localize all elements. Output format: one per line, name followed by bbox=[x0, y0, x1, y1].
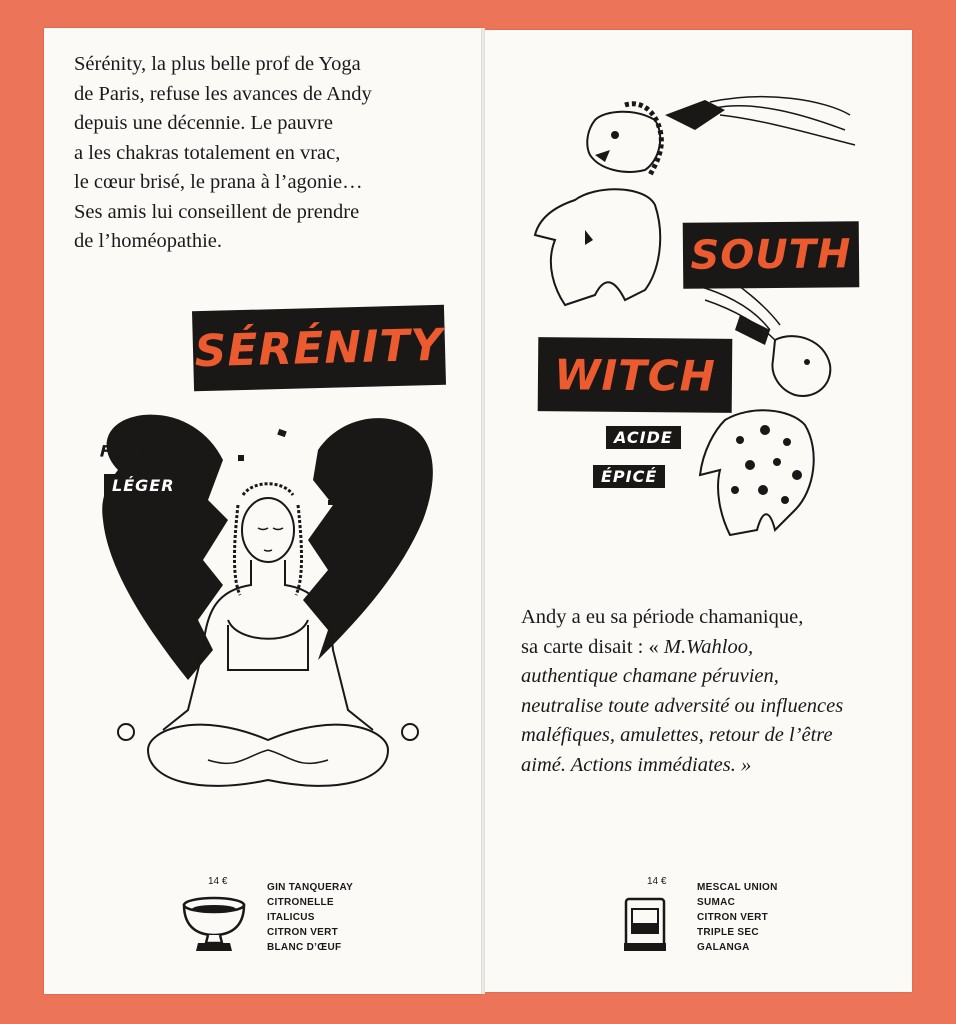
ingredient-item: GIN TANQUERAY bbox=[267, 882, 354, 893]
price-left: 14 € bbox=[208, 876, 228, 887]
bowl-glass-icon bbox=[180, 893, 248, 955]
page-fold bbox=[481, 28, 485, 994]
story-plain: Andy a eu sa période chamanique, sa carte disait : « bbox=[521, 606, 804, 658]
ingredient-item: MESCAL UNION bbox=[697, 882, 778, 893]
tag-epice: ÉPICÉ bbox=[593, 465, 665, 488]
rocks-glass-icon bbox=[620, 893, 670, 953]
ingredient-item: CITRON VERT bbox=[267, 927, 339, 938]
intro-paragraph: Sérénity, la plus belle prof de Yoga de Paris, refuse les avances de Andy depuis une décennie. Le pauvre a les chakras totalement en vrac, le cœur brisé, le prana à l’agonie… Ses amis lui conseillent de prendre de l’homéopathie. bbox=[74, 53, 372, 252]
cocktail-title-witch: WITCH bbox=[538, 337, 733, 413]
ingredient-item: CITRON VERT bbox=[697, 912, 769, 923]
broken-heart-yoga-illustration bbox=[88, 410, 448, 830]
ingredient-item: GALANGA bbox=[697, 942, 750, 953]
cocktail-title-serenity: SÉRÉNITY bbox=[192, 305, 446, 392]
cocktail-title-south: SOUTH bbox=[683, 221, 860, 289]
price-right: 14 € bbox=[647, 876, 667, 887]
tag-acide: ACIDE bbox=[606, 426, 681, 449]
ingredient-item: SUMAC bbox=[697, 897, 736, 908]
story-quote: M.Wahloo, authentique chamane péruvien, neutralise toute adversité ou influences maléfiques, amulettes, retour de l’être aimé. Actions immédiates. » bbox=[521, 635, 844, 776]
ingredient-item: TRIPLE SEC bbox=[697, 927, 759, 938]
ingredient-item: ITALICUS bbox=[267, 912, 315, 923]
ingredient-item: BLANC D’ŒUF bbox=[267, 942, 342, 953]
tag-leger: LÉGER bbox=[104, 474, 183, 497]
ingredients-list-left bbox=[267, 880, 353, 955]
voodoo-creatures-illustration bbox=[525, 90, 865, 570]
tag-frais: FRAIS bbox=[99, 441, 159, 464]
story-paragraph bbox=[521, 603, 891, 780]
ingredient-item: CITRONELLE bbox=[267, 897, 334, 908]
ingredients-list-right bbox=[697, 880, 778, 955]
